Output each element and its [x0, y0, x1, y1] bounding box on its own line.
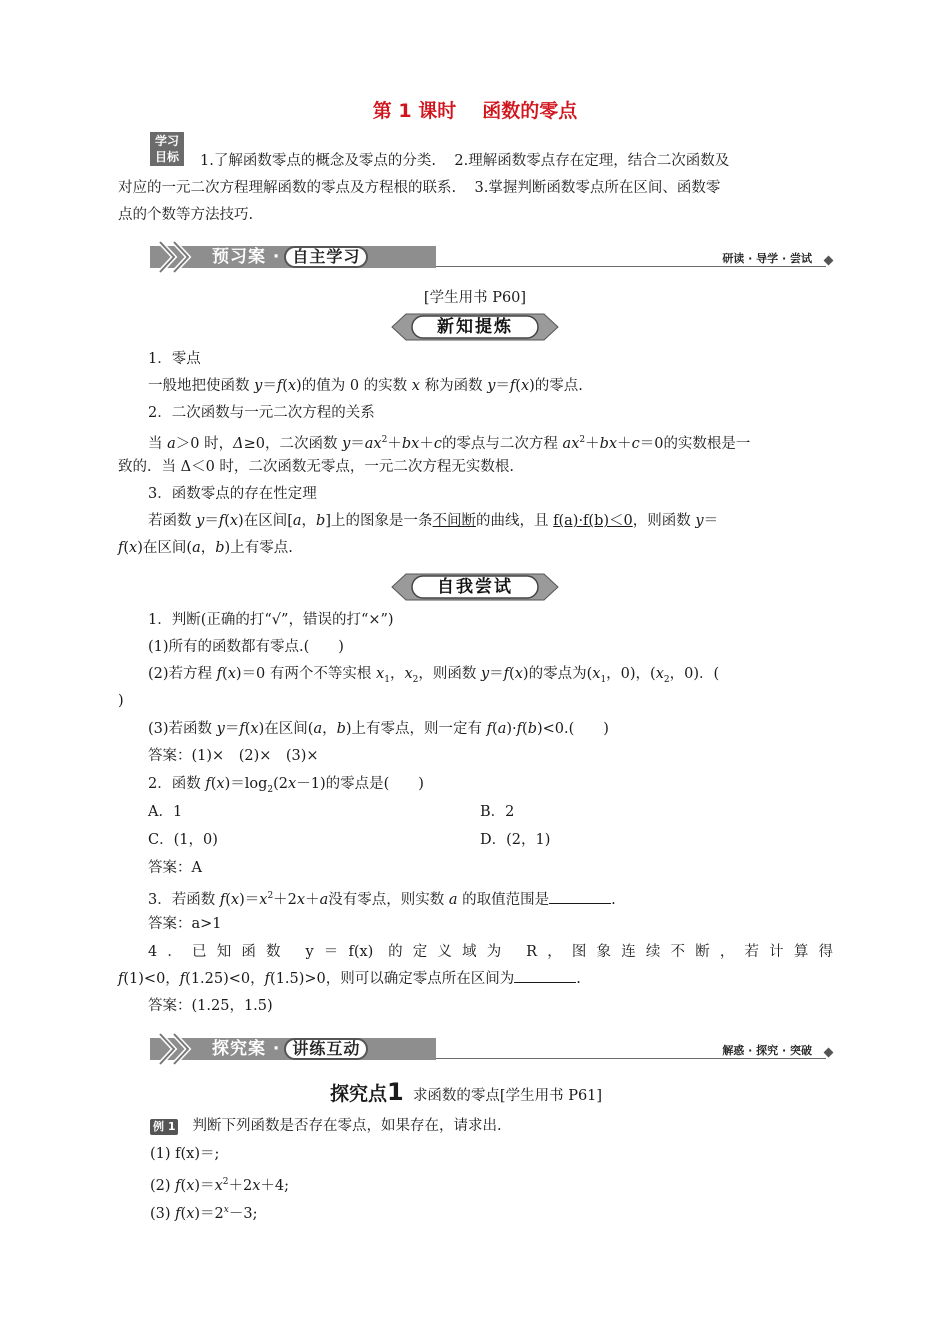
q1-stem: 1．判断(正确的打“√”，错误的打“×”): [148, 612, 394, 628]
diamond-icon: [824, 256, 834, 266]
banner-pill: 讲练互动: [284, 1038, 368, 1060]
k1-heading: 1．零点: [148, 351, 201, 367]
q2-option-c: C．(1，0): [148, 832, 218, 848]
k3-line1: 若函数 y＝f(x)在区间[a，b]上的图象是一条不间断的曲线，且 f(a)·f(b)＜0，则函数 y＝: [148, 513, 719, 529]
banner-pill: 自主学习: [284, 246, 368, 268]
q1-answer: 答案：(1)× (2)× (3)×: [148, 748, 319, 764]
q1-s1: (1)所有的函数都有零点.( ): [148, 639, 344, 655]
q4-answer: 答案：(1.25，1.5): [148, 998, 273, 1014]
section-new-knowledge: [0, 312, 950, 346]
objectives-line2: 对应的一元二次方程理解函数的零点及方程根的联系. 3.掌握判断函数零点所在区间、函数零: [118, 180, 721, 196]
section-self-test: [0, 572, 950, 606]
diamond-icon: [824, 1048, 834, 1058]
answer-blank: [549, 891, 611, 904]
k2-heading: 2．二次函数与一元二次方程的关系: [148, 405, 375, 421]
answer-blank: [514, 970, 576, 983]
example-tag: 例 1: [150, 1119, 178, 1135]
q2-stem: 2．函数 $f(x)=\log_2(2x-1)$的零点是( ): [148, 776, 424, 795]
example-1-item1: (1) f(x)＝;: [150, 1146, 220, 1162]
q2-answer: 答案：A: [148, 860, 202, 876]
explore-banner: [150, 1032, 840, 1066]
book-ref-p60: [学生用书 P60]: [423, 290, 527, 306]
q4-line1: 4．已知函数 y＝f(x) 的定义域为 R，图象连续不断，若计算得: [148, 944, 833, 960]
continuous-term: 不间断: [432, 513, 477, 529]
objectives-line1: 1.了解函数零点的概念及零点的分类. 2.理解函数零点存在定理，结合二次函数及: [200, 153, 730, 169]
q3-stem: 3．若函数 $f(x)=x^2+2x+a$没有零点，则实数 a 的取值范围是 .: [148, 891, 616, 908]
example-1-item3: (3) $f(x)=2^x-3$;: [150, 1205, 258, 1222]
sign-condition: f(a)·f(b)＜0: [553, 513, 633, 529]
banner-title: 预习案 · 自主学习: [212, 246, 368, 268]
q1-s2-end: ): [118, 693, 124, 709]
k1-body: 一般地把使函数 y＝f(x)的值为 0 的实数 x 称为函数 y＝f(x)的零点.: [148, 378, 583, 394]
objectives-badge: 学习 目标: [150, 132, 184, 166]
objectives-line3: 点的个数等方法技巧.: [118, 207, 254, 223]
lesson-title: [0, 96, 950, 123]
q1-s2: (2)若方程 f(x)＝0 有两个不等实根 $x_1$，$x_2$，则函数 y＝f(x)的零点为($x_1$，0)，($x_2$，0)．(: [148, 666, 720, 685]
k2-line2: 致的．当 Δ＜0 时，二次函数无零点，一元二次方程无实数根.: [118, 459, 515, 475]
q4-line2: f(1)<0，f(1.25)<0，f(1.5)>0，则可以确定零点所在区间为 .: [118, 971, 581, 987]
double-chevron-icon: [156, 1032, 200, 1066]
k3-heading: 3．函数零点的存在性定理: [148, 486, 317, 502]
banner-right-text: 研读 · 导学 · 尝试: [722, 252, 812, 265]
double-chevron-icon: [156, 240, 200, 274]
explore-point-heading: 探究点1 求函数的零点[学生用书 P61]: [330, 1078, 603, 1106]
q2-option-d: D．(2，1): [480, 832, 551, 848]
q3-answer: 答案：a>1: [148, 916, 222, 932]
section-title: 自我尝试: [437, 577, 513, 597]
section-title: 新知提炼: [437, 317, 513, 337]
q1-s3: (3)若函数 y＝f(x)在区间(a，b)上有零点，则一定有 f(a)·f(b)<0.( ): [148, 721, 609, 737]
k2-line1: 当 a＞0 时，Δ≥0，二次函数 $y=ax^2+bx+c$的零点与二次方程 $ax^2+bx+c=0$的实数根是一: [148, 435, 751, 452]
q2-option-a: A．1: [148, 804, 183, 820]
example-1-stem: 例 1 判断下列函数是否存在零点，如果存在，请求出.: [150, 1113, 833, 1140]
k3-line2: f(x)在区间(a，b)上有零点.: [118, 540, 293, 556]
lesson-topic: 函数的零点: [482, 100, 578, 122]
banner-rule: [436, 1058, 826, 1059]
preview-banner: [150, 240, 840, 274]
banner-right-text: 解惑 · 探究 · 突破: [722, 1044, 812, 1057]
q2-option-b: B．2: [480, 804, 515, 820]
example-1-item2: (2) $f(x)=x^2+2x+4$;: [150, 1177, 290, 1194]
lesson-number: 第 1 课时: [372, 100, 457, 122]
banner-title: 探究案 · 讲练互动: [212, 1038, 368, 1060]
banner-rule: [436, 266, 826, 267]
